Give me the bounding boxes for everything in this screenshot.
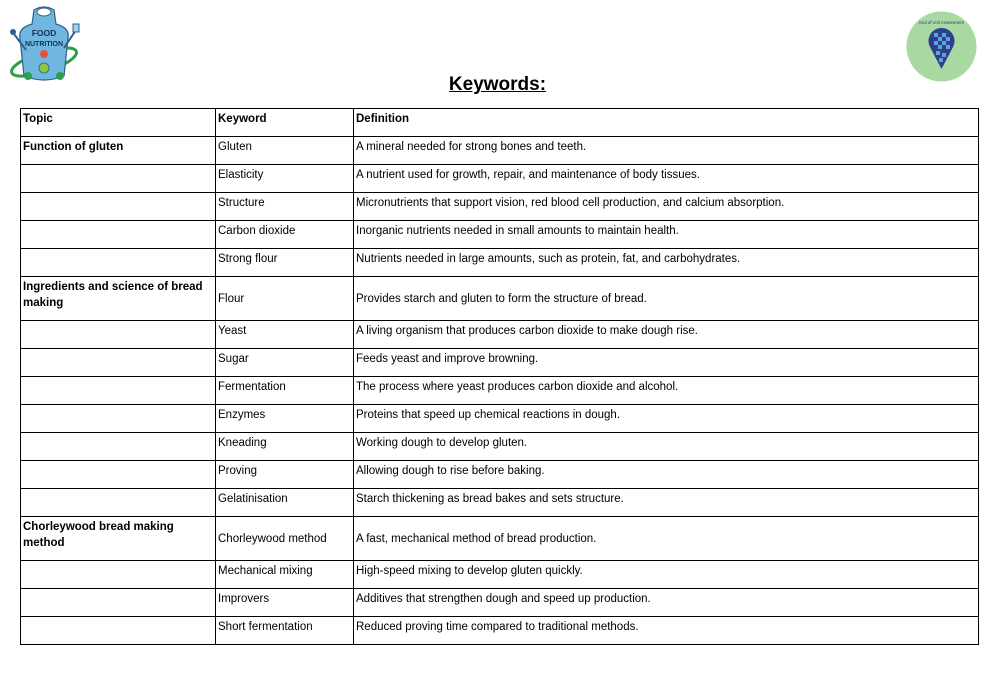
table-row <box>21 137 979 165</box>
definition-cell: A nutrient used for growth, repair, and maintenance of body tissues. <box>354 165 979 193</box>
topic-cell <box>21 193 216 221</box>
topic-cell <box>21 489 216 517</box>
definition-cell: Starch thickening as bread bakes and sets structure. <box>354 489 979 517</box>
definition-cell: The process where yeast produces carbon dioxide and alcohol. <box>354 377 979 405</box>
keyword-cell: Short fermentation <box>216 617 354 645</box>
definition-cell: Feeds yeast and improve browning. <box>354 349 979 377</box>
keyword-cell: Proving <box>216 461 354 489</box>
table-header-row <box>21 109 979 137</box>
definition-cell: Working dough to develop gluten. <box>354 433 979 461</box>
topic-cell <box>21 321 216 349</box>
keyword-cell: Structure <box>216 193 354 221</box>
table-row <box>21 249 979 277</box>
table-row <box>21 321 979 349</box>
topic-cell: Chorleywood bread making method <box>21 517 216 561</box>
topic-cell <box>21 221 216 249</box>
table-row <box>21 461 979 489</box>
definition-cell: A mineral needed for strong bones and teeth. <box>354 137 979 165</box>
logo-text-line2: NUTRITION <box>24 41 64 48</box>
topic-cell <box>21 377 216 405</box>
keyword-cell: Gelatinisation <box>216 489 354 517</box>
table-row <box>21 433 979 461</box>
topic-cell <box>21 249 216 277</box>
definition-cell: Inorganic nutrients needed in small amounts to maintain health. <box>354 221 979 249</box>
definition-cell: Provides starch and gluten to form the structure of bread. <box>354 277 979 321</box>
keyword-cell: Chorleywood method <box>216 517 354 561</box>
definition-cell: High-speed mixing to develop gluten quickly. <box>354 561 979 589</box>
topic-cell: Ingredients and science of bread making <box>21 277 216 321</box>
column-header-keyword: Keyword <box>216 109 354 137</box>
definition-cell: A fast, mechanical method of bread production. <box>354 517 979 561</box>
logo-text-line1: FOOD <box>31 28 57 38</box>
keyword-cell: Improvers <box>216 589 354 617</box>
topic-cell <box>21 405 216 433</box>
badge-text: End of Unit Assessment <box>919 20 964 25</box>
table-row <box>21 165 979 193</box>
keyword-cell: Sugar <box>216 349 354 377</box>
keyword-cell: Carbon dioxide <box>216 221 354 249</box>
definition-cell: Nutrients needed in large amounts, such as protein, fat, and carbohydrates. <box>354 249 979 277</box>
topic-cell <box>21 561 216 589</box>
table-row <box>21 405 979 433</box>
topic-cell <box>21 349 216 377</box>
table-row <box>21 193 979 221</box>
topic-cell <box>21 617 216 645</box>
column-header-topic: Topic <box>21 109 216 137</box>
definition-cell: Micronutrients that support vision, red blood cell production, and calcium absorption. <box>354 193 979 221</box>
keyword-cell: Strong flour <box>216 249 354 277</box>
table-row <box>21 517 979 561</box>
assessment-badge <box>906 11 977 82</box>
table-row <box>21 561 979 589</box>
table-row <box>21 349 979 377</box>
topic-cell <box>21 589 216 617</box>
table-row <box>21 617 979 645</box>
definition-cell: Proteins that speed up chemical reactions in dough. <box>354 405 979 433</box>
definition-cell: Allowing dough to rise before baking. <box>354 461 979 489</box>
topic-cell <box>21 433 216 461</box>
keyword-cell: Flour <box>216 277 354 321</box>
keywords-table <box>20 108 979 645</box>
keyword-cell: Elasticity <box>216 165 354 193</box>
keyword-cell: Yeast <box>216 321 354 349</box>
table-row <box>21 589 979 617</box>
keyword-cell: Kneading <box>216 433 354 461</box>
definition-cell: Reduced proving time compared to traditional methods. <box>354 617 979 645</box>
table-row <box>21 377 979 405</box>
keyword-cell: Gluten <box>216 137 354 165</box>
column-header-definition: Definition <box>354 109 979 137</box>
table-row <box>21 489 979 517</box>
definition-cell: A living organism that produces carbon dioxide to make dough rise. <box>354 321 979 349</box>
keyword-cell: Mechanical mixing <box>216 561 354 589</box>
table-row <box>21 221 979 249</box>
keyword-cell: Fermentation <box>216 377 354 405</box>
topic-cell <box>21 461 216 489</box>
page-title: Keywords: <box>448 74 547 95</box>
topic-cell: Function of gluten <box>21 137 216 165</box>
keyword-cell: Enzymes <box>216 405 354 433</box>
topic-cell <box>21 165 216 193</box>
table-row <box>21 277 979 321</box>
definition-cell: Additives that strengthen dough and speed up production. <box>354 589 979 617</box>
